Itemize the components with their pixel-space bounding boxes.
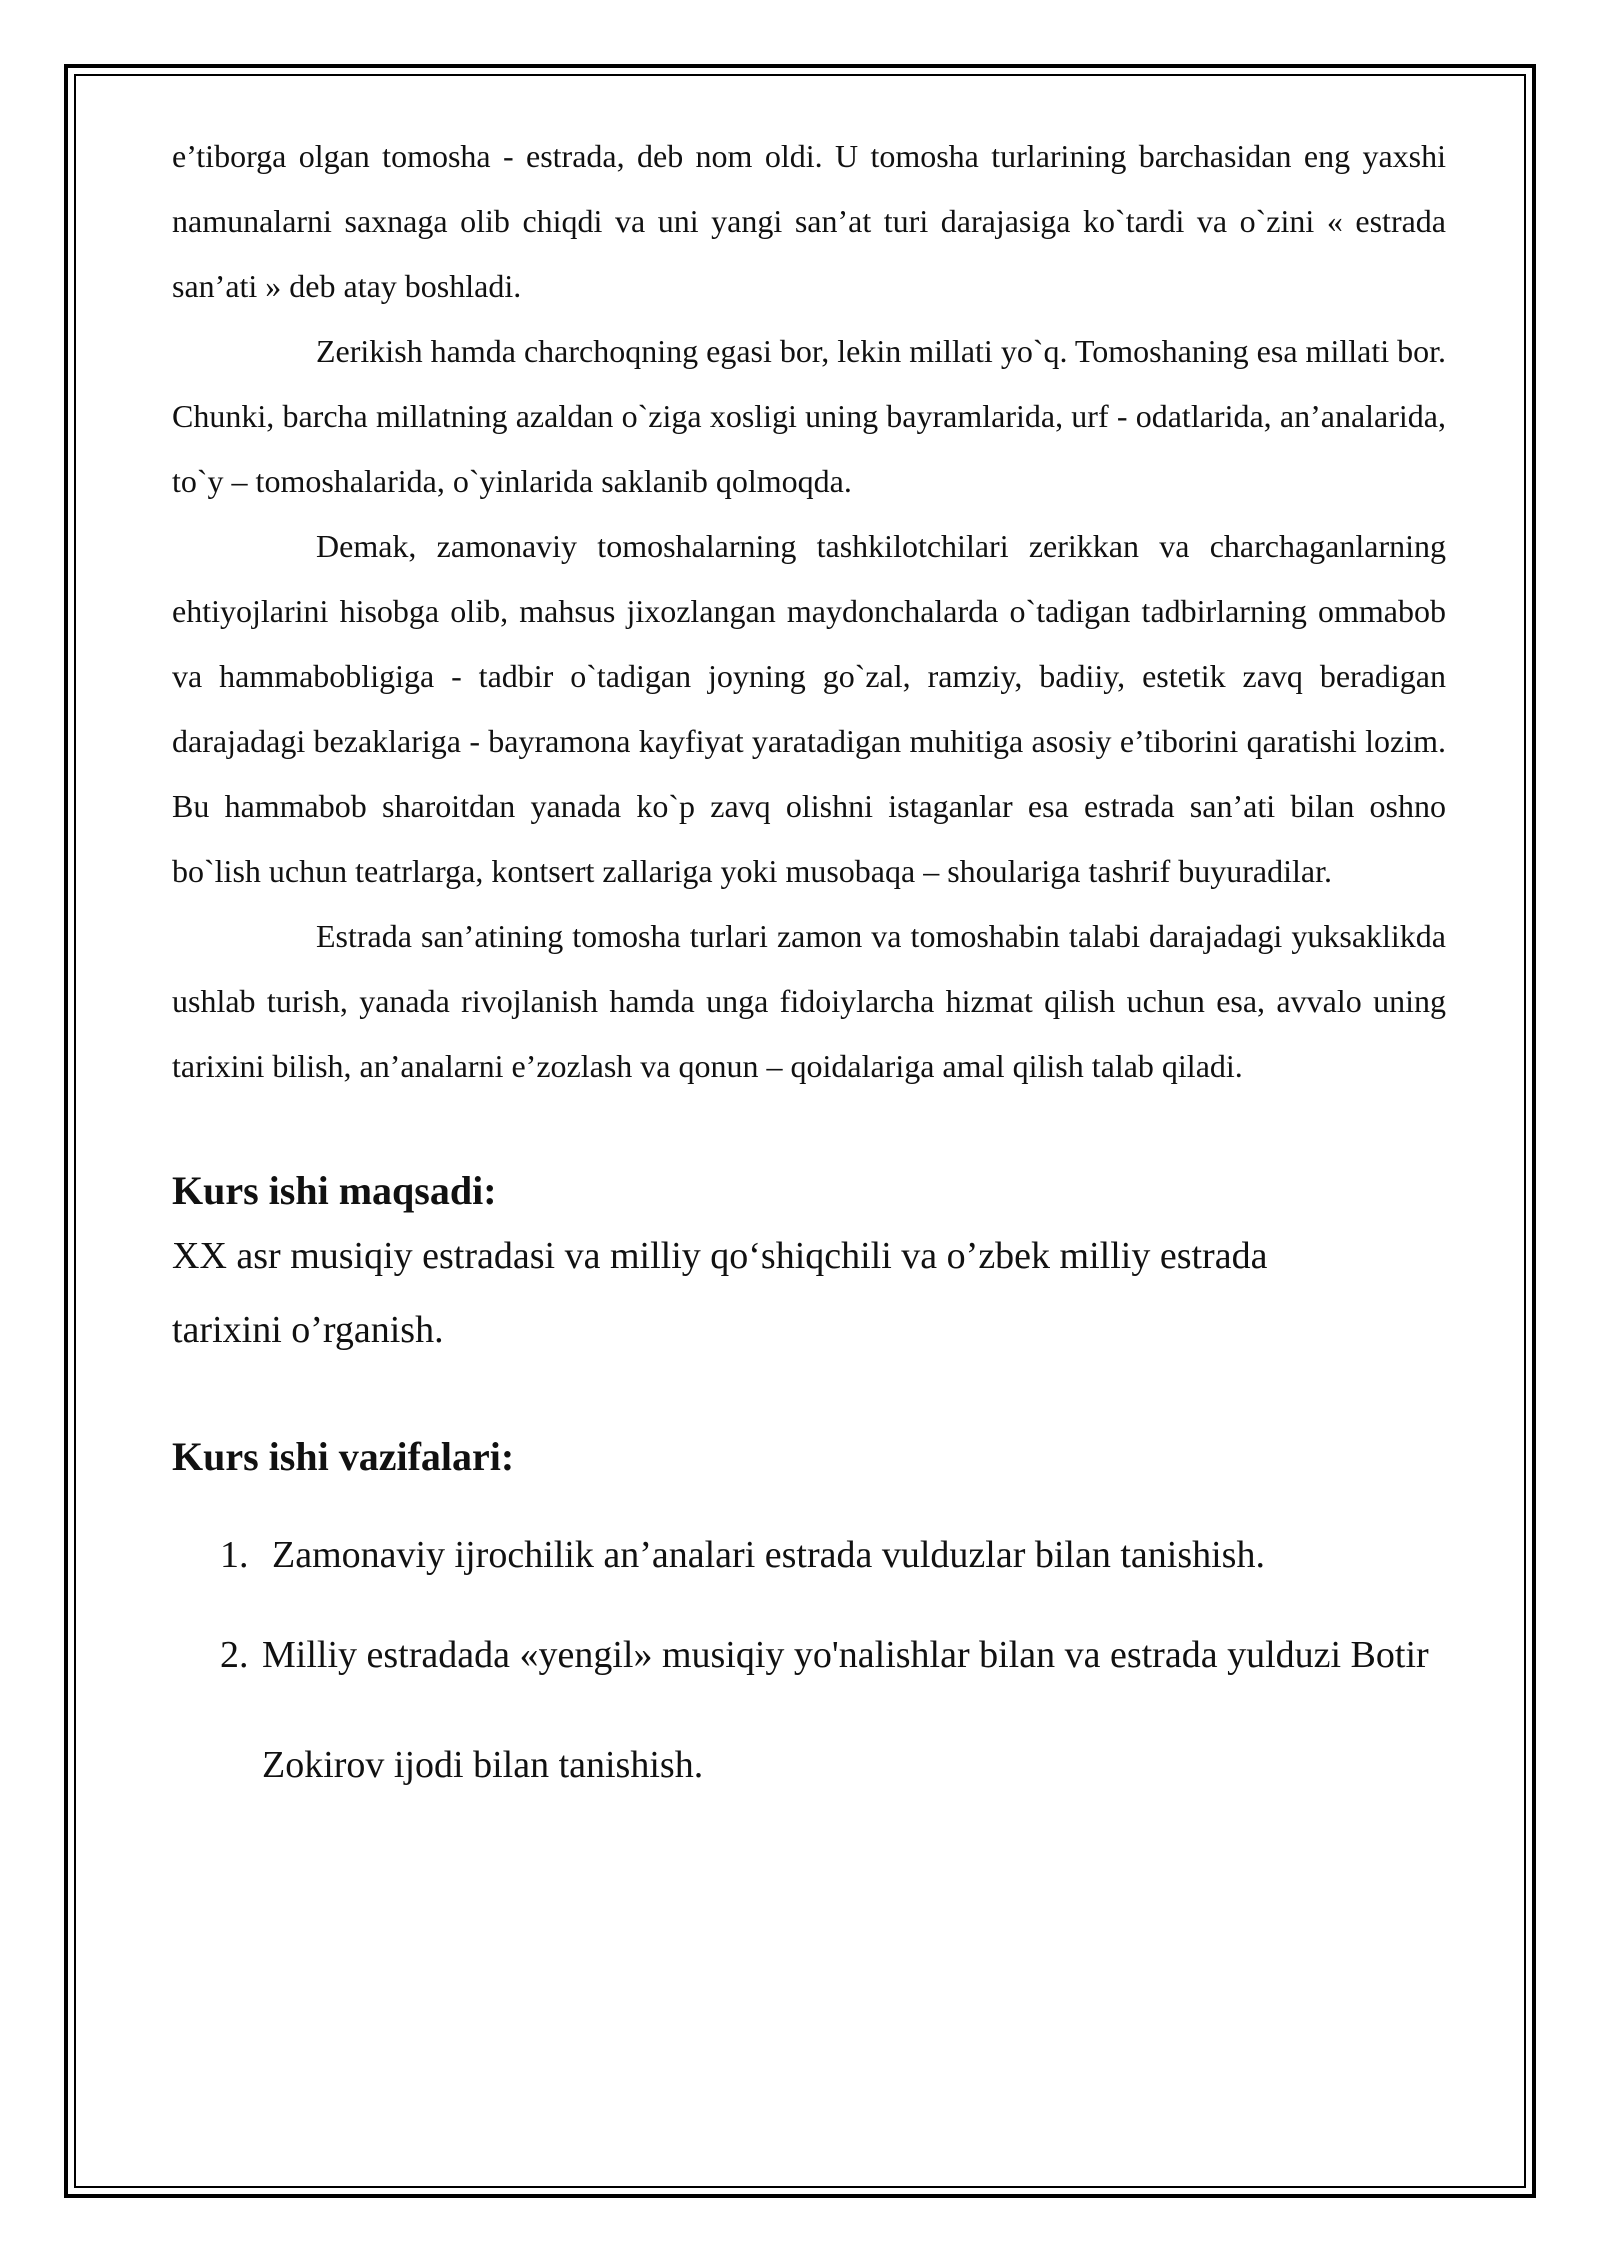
goal-heading: Kurs ishi maqsadi: bbox=[172, 1168, 497, 1213]
document-body bbox=[172, 124, 1446, 1860]
list-item bbox=[172, 1625, 1446, 1820]
paragraph-4: Estrada san’atining tomosha turlari zamon va tomoshabin talabi darajadagi yuksaklikda ushlab turish, yanada rivojlanish hamda unga fidoiylarcha hizmat qilish uchun esa, avvalo uning tarixini bilish, an’analarni e’zozlash va qonun – qoidalariga amal qilish talab qiladi. bbox=[172, 918, 1446, 1084]
list-item-text: Milliy estradada «yengil» musiqiy yo'nalishlar bilan va estrada yulduzi Botir Zokirov ijodi bilan tanishish. bbox=[262, 1634, 1429, 1786]
list-item-number: 1. bbox=[220, 1534, 249, 1576]
list-item-number: 2. bbox=[220, 1634, 249, 1676]
tasks-list bbox=[172, 1525, 1446, 1820]
paragraph-3: Demak, zamonaviy tomoshalarning tashkilotchilari zerikkan va charchaganlarning ehtiyojlarini hisobga olib, mahsus jixozlangan maydonchalarda o`tadigan tadbirlarning ommabob va hammabobligiga - tadbir o`tadigan joyning go`zal, ramziy, badiiy, estetik zavq beradigan darajadagi bezaklariga - bayramona kayfiyat yaratadigan muhitiga asosiy e’tiborini qaratishi lozim. Bu hammabob sharoitdan yanada ko`p zavq olishni istaganlar esa estrada san’ati bilan oshno bo`lish uchun teatrlarga, kontsert zallariga yoki musobaqa – shoulariga tashrif buyuradilar. bbox=[172, 528, 1446, 889]
paragraph-2: Zerikish hamda charchoqning egasi bor, lekin millati yo`q. Tomoshaning esa millati bor. Chunki, barcha millatning azaldan o`ziga xosligi uning bayramlarida, urf - odatlarida, an’analarida, to`y – tomoshalarida, o`yinlarida saklanib qolmoqda. bbox=[172, 333, 1446, 499]
tasks-heading: Kurs ishi vazifalari: bbox=[172, 1434, 515, 1479]
paragraph-1: e’tiborga olgan tomosha - estrada, deb nom oldi. U tomosha turlarining barchasidan eng yaxshi namunalarni saxnaga olib chiqdi va uni yangi san’at turi darajasiga ko`tardi va o`zini « estrada san’ati » deb atay boshladi. bbox=[172, 138, 1446, 304]
list-item bbox=[172, 1525, 1446, 1585]
goal-text: XX asr musiqiy estradasi va milliy qo‘shiqchili va o’zbek milliy estrada tarixini o’rganish. bbox=[172, 1235, 1268, 1351]
list-item-text: Zamonaviy ijrochilik an’analari estrada vulduzlar bilan tanishish. bbox=[272, 1534, 1265, 1576]
